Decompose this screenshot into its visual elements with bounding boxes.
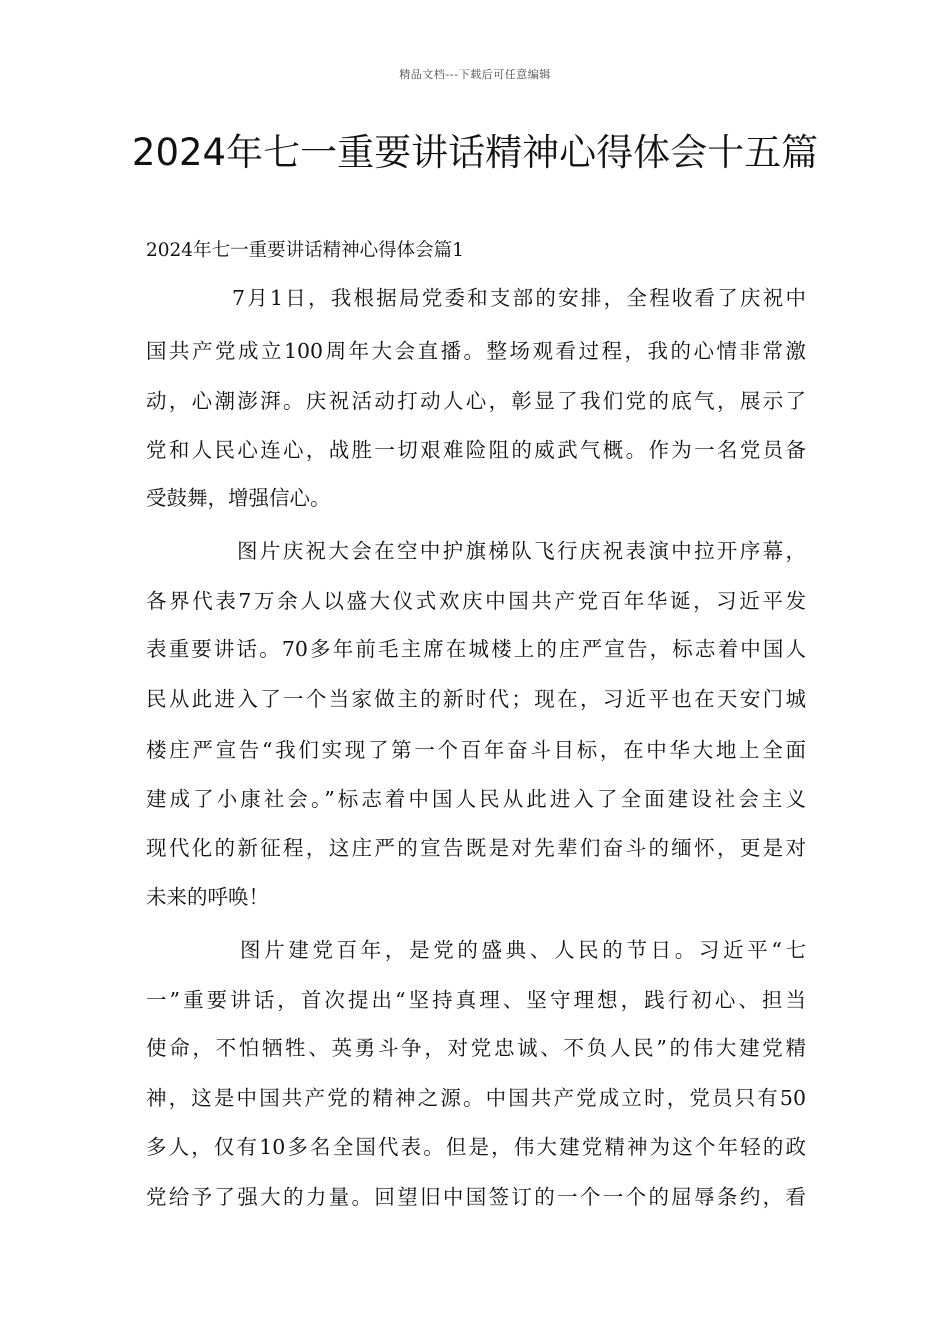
text-line: 各界代表7万余人以盛大仪式欢庆中国共产党百年华诞，习近平发 xyxy=(146,589,806,613)
text-line: 动，心潮澎湃。庆祝活动打动人心，彰显了我们党的底气，展示了 xyxy=(146,389,806,413)
text-line: 民从此进入了一个当家做主的新时代；现在，习近平也在天安门城 xyxy=(146,687,806,711)
text-line: 图片建党百年，是党的盛典、人民的节日。习近平“七 xyxy=(240,938,806,962)
text-line: 多人，仅有10多名全国代表。但是，伟大建党精神为这个年轻的政 xyxy=(146,1135,806,1159)
text-line: 表重要讲话。70多年前毛主席在城楼上的庄严宣告，标志着中国人 xyxy=(146,637,806,661)
text-line: 一”重要讲话，首次提出“坚持真理、坚守理想，践行初心、担当 xyxy=(146,988,806,1012)
section-subtitle: 2024年七一重要讲话精神心得体会篇1 xyxy=(146,240,464,261)
text-line: 建成了小康社会。”标志着中国人民从此进入了全面建设社会主义 xyxy=(146,787,806,811)
text-line: 神，这是中国共产党的精神之源。中国共产党成立时，党员只有50 xyxy=(146,1086,806,1110)
text-line: 党给予了强大的力量。回望旧中国签订的一个一个的屈辱条约，看 xyxy=(146,1185,806,1209)
header-note: 精品文档---下载后可任意编辑 xyxy=(399,68,551,81)
text-line: 楼庄严宣告“我们实现了第一个百年奋斗目标，在中华大地上全面 xyxy=(146,738,806,762)
text-line: 图片庆祝大会在空中护旗梯队飞行庆祝表演中拉开序幕， xyxy=(237,539,806,563)
text-line: 现代化的新征程，这庄严的宣告既是对先辈们奋斗的缅怀，更是对 xyxy=(146,836,806,860)
text-line: 7月1日，我根据局党委和支部的安排，全程收看了庆祝中 xyxy=(232,286,806,310)
text-line: 国共产党成立100周年大会直播。整场观看过程，我的心情非常激 xyxy=(146,339,806,363)
text-line: 未来的呼唤！ xyxy=(146,885,269,909)
text-line: 受鼓舞，增强信心。 xyxy=(146,486,331,510)
text-line: 使命，不怕牺牲、英勇斗争，对党忠诚、不负人民”的伟大建党精 xyxy=(146,1036,806,1060)
text-line: 党和人民心连心，战胜一切艰难险阻的威武气概。作为一名党员备 xyxy=(146,438,806,462)
document-title: 2024年七一重要讲话精神心得体会十五篇 xyxy=(131,131,819,174)
